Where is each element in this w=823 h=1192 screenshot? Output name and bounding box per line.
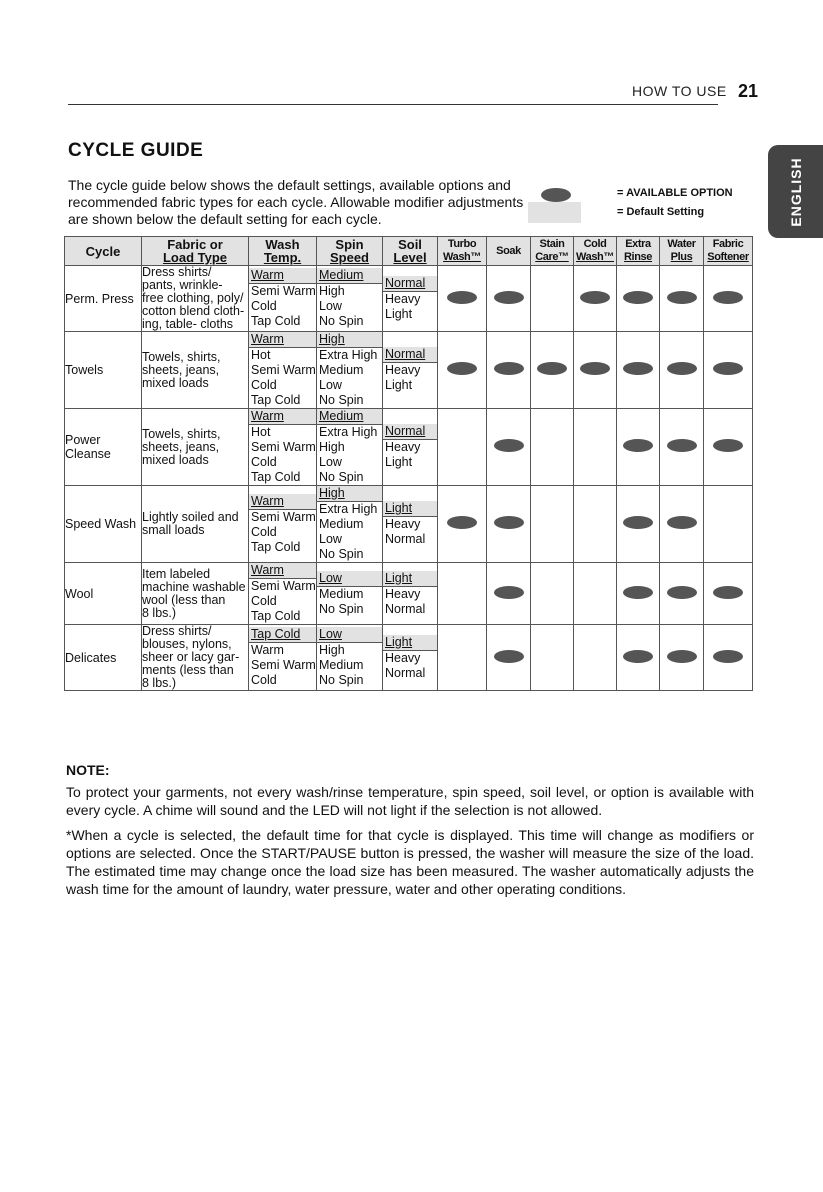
fabric-line: pants, wrinkle-	[142, 278, 223, 292]
table-row	[65, 266, 753, 332]
fabric-type	[142, 332, 249, 409]
available-option-dot-icon	[713, 650, 743, 663]
cycle-name: Delicates	[65, 625, 142, 691]
water-plus-cell	[660, 332, 704, 409]
temp-option: Hot	[251, 425, 271, 439]
cycle-guide-table	[64, 236, 753, 691]
available-option-dot-icon	[667, 439, 697, 452]
available-option-dot-icon	[494, 586, 524, 599]
temp-option: Tap Cold	[251, 470, 301, 484]
spin-option: High	[319, 440, 345, 454]
extra-rinse-cell	[617, 486, 660, 563]
default-temp: Warm	[249, 332, 316, 348]
temp-cell	[249, 266, 317, 332]
available-option-dot-icon	[580, 291, 610, 304]
cold-wash-cell	[574, 563, 617, 625]
fabric-line: Item labeled	[142, 566, 211, 581]
fabric-line: mixed loads	[142, 375, 209, 390]
section-title: HOW TO USE	[632, 83, 727, 99]
fabric-softener-cell	[704, 563, 753, 625]
table-row	[65, 625, 753, 691]
fabric-type	[142, 409, 249, 486]
default-setting-swatch	[528, 202, 581, 223]
soak-cell	[487, 563, 531, 625]
table-header-row	[65, 237, 753, 266]
table-row	[65, 409, 753, 486]
fabric-type	[142, 563, 249, 625]
fabric-softener-cell	[704, 409, 753, 486]
soil-option: Heavy	[385, 586, 421, 601]
available-option-dot-icon	[447, 362, 477, 375]
available-option-dot-icon	[580, 362, 610, 375]
fabric-line: cotton blend cloth-	[142, 304, 245, 318]
available-option-dot-icon	[623, 516, 653, 529]
turbo-wash-cell	[438, 486, 487, 563]
spin-option: No Spin	[319, 601, 364, 616]
fabric-line: wool (less than	[142, 592, 226, 607]
temp-option: Cold	[251, 594, 277, 608]
spin-option: No Spin	[319, 393, 364, 407]
cold-wash-cell	[574, 625, 617, 691]
fabric-line: sheer or lacy gar-	[142, 650, 240, 664]
header-extra-rinse: Extra Rinse	[617, 237, 660, 266]
temp-option: Semi Warm	[251, 579, 316, 593]
default-soil: Normal	[383, 347, 437, 363]
default-soil: Normal	[383, 424, 437, 440]
available-option-dot-icon	[623, 291, 653, 304]
fabric-line: free clothing, poly/	[142, 291, 244, 305]
cold-wash-cell	[574, 266, 617, 332]
available-option-dot-icon	[667, 362, 697, 375]
fabric-line: Dress shirts/	[142, 265, 212, 279]
default-spin: High	[317, 486, 382, 502]
available-option-dot-icon	[713, 362, 743, 375]
fabric-type	[142, 625, 249, 691]
cold-wash-cell	[574, 486, 617, 563]
available-option-dot-icon	[623, 439, 653, 452]
spin-cell	[317, 486, 383, 563]
soil-option: Light	[385, 455, 413, 469]
available-option-dot-icon	[447, 291, 477, 304]
available-option-dot-icon	[447, 516, 477, 529]
header-fabric: Fabric or Load Type	[142, 237, 249, 266]
spin-cell	[317, 409, 383, 486]
temp-option: Tap Cold	[251, 393, 301, 407]
stain-care-cell	[531, 332, 574, 409]
default-soil: Normal	[383, 276, 437, 292]
available-option-dot-icon	[623, 586, 653, 599]
header-rule	[68, 104, 718, 105]
temp-option: Hot	[251, 348, 271, 362]
header-water-plus: Water Plus	[660, 237, 704, 266]
temp-cell	[249, 332, 317, 409]
default-soil: Light	[383, 571, 437, 587]
available-option-dot-icon	[623, 362, 653, 375]
header-stain-care: Stain Care™	[531, 237, 574, 266]
fabric-type	[142, 486, 249, 563]
turbo-wash-cell	[438, 332, 487, 409]
note-paragraph-1: To protect your garments, not every wash/rinse temperature, spin speed, soil level, or option is available with every cycle. A chime will sound and the LED will not light if the selection is not allowed.	[66, 784, 754, 818]
spin-option: High	[319, 284, 345, 298]
available-option-dot-icon	[537, 362, 567, 375]
available-option-dot-icon	[667, 586, 697, 599]
fabric-line: machine washable	[142, 579, 246, 594]
header-spin: Spin Speed	[317, 237, 383, 266]
soil-option: Light	[385, 306, 413, 321]
default-soil: Light	[383, 635, 437, 651]
soil-cell	[383, 563, 438, 625]
spin-option: Low	[319, 455, 342, 469]
temp-option: Cold	[251, 524, 277, 539]
fabric-line: Towels, shirts,	[142, 426, 221, 441]
fabric-line: mixed loads	[142, 452, 209, 467]
soak-cell	[487, 486, 531, 563]
available-option-dot-icon	[713, 439, 743, 452]
soil-option: Normal	[385, 665, 426, 680]
default-spin: Low	[317, 627, 382, 643]
extra-rinse-cell	[617, 625, 660, 691]
temp-option: Cold	[251, 673, 277, 687]
cycle-name: Wool	[65, 563, 142, 625]
temp-option: Warm	[251, 643, 284, 657]
spin-cell	[317, 625, 383, 691]
available-option-dot-icon	[494, 439, 524, 452]
extra-rinse-cell	[617, 563, 660, 625]
page-title: CYCLE GUIDE	[68, 140, 204, 161]
available-option-dot-icon	[541, 188, 571, 202]
water-plus-cell	[660, 486, 704, 563]
temp-option: Tap Cold	[251, 609, 301, 623]
intro-text: The cycle guide below shows the default settings, available options and recommended fabric types for each cycle. Allowable modifier adjustments are shown below the default setting for each cycle.	[68, 177, 524, 227]
available-option-dot-icon	[494, 291, 524, 304]
soil-cell	[383, 486, 438, 563]
soil-cell	[383, 625, 438, 691]
soak-cell	[487, 266, 531, 332]
spin-option: Medium	[319, 517, 364, 531]
extra-rinse-cell	[617, 332, 660, 409]
soil-option: Heavy	[385, 650, 421, 665]
available-option-dot-icon	[713, 586, 743, 599]
soak-cell	[487, 332, 531, 409]
spin-option: Medium	[319, 586, 364, 601]
turbo-wash-cell	[438, 625, 487, 691]
temp-option: Tap Cold	[251, 314, 301, 328]
stain-care-cell	[531, 563, 574, 625]
fabric-line: Dress shirts/	[142, 624, 212, 638]
spin-option: Low	[319, 299, 342, 313]
fabric-softener-cell	[704, 332, 753, 409]
header-temp: Wash Temp.	[249, 237, 317, 266]
stain-care-cell	[531, 266, 574, 332]
spin-option: Low	[319, 378, 342, 392]
header-cold-wash: Cold Wash™	[574, 237, 617, 266]
water-plus-cell	[660, 266, 704, 332]
legend-default-label: = Default Setting	[617, 206, 705, 218]
fabric-type	[142, 266, 249, 332]
default-temp: Tap Cold	[249, 627, 316, 643]
cycle-name: Power Cleanse	[65, 409, 142, 486]
fabric-line: sheets, jeans,	[142, 362, 220, 377]
soil-option: Light	[385, 378, 413, 392]
header-cycle: Cycle	[65, 237, 142, 266]
temp-option: Cold	[251, 455, 277, 469]
soil-option: Heavy	[385, 440, 421, 454]
available-option-dot-icon	[494, 516, 524, 529]
language-tab-label: ENGLISH	[787, 156, 804, 227]
soil-cell	[383, 332, 438, 409]
spin-option: Extra High	[319, 425, 378, 439]
spin-option: Low	[319, 532, 342, 546]
fabric-line: Lightly soiled and	[142, 510, 239, 524]
language-tab	[768, 145, 823, 238]
soak-cell	[487, 625, 531, 691]
cycle-name: Speed Wash	[65, 486, 142, 563]
fabric-line: 8 lbs.)	[142, 676, 177, 690]
spin-option: No Spin	[319, 673, 364, 687]
soil-option: Heavy	[385, 363, 421, 377]
soil-option: Heavy	[385, 517, 421, 531]
temp-option: Semi Warm	[251, 509, 316, 524]
spin-cell	[317, 563, 383, 625]
cold-wash-cell	[574, 409, 617, 486]
spin-option: No Spin	[319, 547, 364, 561]
stain-care-cell	[531, 625, 574, 691]
temp-option: Semi Warm	[251, 363, 316, 377]
available-option-dot-icon	[494, 650, 524, 663]
table-row	[65, 563, 753, 625]
fabric-line: 8 lbs.)	[142, 605, 177, 620]
fabric-line: sheets, jeans,	[142, 439, 220, 454]
note-paragraph-2: *When a cycle is selected, the default time for that cycle is displayed. This time will change as modifiers or options are selected. Once the START/PAUSE button is pressed, the washer will measure the size of the load. The estimated time may change once the load size has been measured. The washer automatically adjusts the wash time for the amount of laundry, water pressure, water and other operating conditions.	[66, 827, 754, 897]
available-option-dot-icon	[494, 362, 524, 375]
spin-option: Medium	[319, 363, 364, 377]
default-spin: Medium	[317, 409, 382, 425]
legend-available-label: = AVAILABLE OPTION	[617, 187, 733, 199]
temp-option: Semi Warm	[251, 284, 316, 298]
temp-option: Tap Cold	[251, 539, 301, 554]
temp-cell	[249, 563, 317, 625]
temp-option: Cold	[251, 378, 277, 392]
header-turbo-wash: Turbo Wash™	[438, 237, 487, 266]
header-soak: Soak	[487, 237, 531, 266]
spin-option: Extra High	[319, 348, 378, 362]
soil-cell	[383, 266, 438, 332]
note-heading: NOTE:	[66, 762, 110, 778]
turbo-wash-cell	[438, 266, 487, 332]
default-temp: Warm	[249, 563, 316, 579]
default-temp: Warm	[249, 409, 316, 425]
fabric-line: Towels, shirts,	[142, 349, 221, 364]
extra-rinse-cell	[617, 266, 660, 332]
header-fabric-softener: Fabric Softener	[704, 237, 753, 266]
cycle-name: Towels	[65, 332, 142, 409]
table-row	[65, 332, 753, 409]
fabric-softener-cell	[704, 625, 753, 691]
fabric-line: ing, table- cloths	[142, 317, 234, 331]
default-temp: Warm	[249, 268, 316, 284]
available-option-dot-icon	[667, 516, 697, 529]
available-option-dot-icon	[667, 291, 697, 304]
available-option-dot-icon	[623, 650, 653, 663]
spin-option: High	[319, 643, 345, 657]
water-plus-cell	[660, 563, 704, 625]
spin-cell	[317, 266, 383, 332]
temp-cell	[249, 625, 317, 691]
default-spin: Medium	[317, 268, 382, 284]
default-spin: High	[317, 332, 382, 348]
soil-option: Heavy	[385, 291, 421, 306]
default-temp: Warm	[249, 494, 316, 510]
soak-cell	[487, 409, 531, 486]
water-plus-cell	[660, 625, 704, 691]
turbo-wash-cell	[438, 563, 487, 625]
default-soil: Light	[383, 501, 437, 517]
temp-option: Semi Warm	[251, 440, 316, 454]
temp-cell	[249, 486, 317, 563]
fabric-softener-cell	[704, 266, 753, 332]
spin-option: No Spin	[319, 314, 364, 328]
spin-option: No Spin	[319, 470, 364, 484]
page-number: 21	[738, 81, 759, 101]
fabric-line: ments (less than	[142, 663, 234, 677]
fabric-line: blouses, nylons,	[142, 637, 232, 651]
fabric-softener-cell	[704, 486, 753, 563]
turbo-wash-cell	[438, 409, 487, 486]
temp-cell	[249, 409, 317, 486]
soil-option: Normal	[385, 532, 426, 546]
stain-care-cell	[531, 409, 574, 486]
header-soil: Soil Level	[383, 237, 438, 266]
extra-rinse-cell	[617, 409, 660, 486]
table-row	[65, 486, 753, 563]
available-option-dot-icon	[713, 291, 743, 304]
soil-option: Normal	[385, 601, 426, 616]
soil-cell	[383, 409, 438, 486]
water-plus-cell	[660, 409, 704, 486]
spin-option: Medium	[319, 658, 364, 672]
cycle-name: Perm. Press	[65, 266, 142, 332]
cold-wash-cell	[574, 332, 617, 409]
stain-care-cell	[531, 486, 574, 563]
default-spin: Low	[317, 571, 382, 587]
spin-cell	[317, 332, 383, 409]
available-option-dot-icon	[667, 650, 697, 663]
spin-option: Extra High	[319, 502, 378, 516]
temp-option: Semi Warm	[251, 658, 316, 672]
fabric-line: small loads	[142, 523, 205, 537]
temp-option: Cold	[251, 299, 277, 313]
